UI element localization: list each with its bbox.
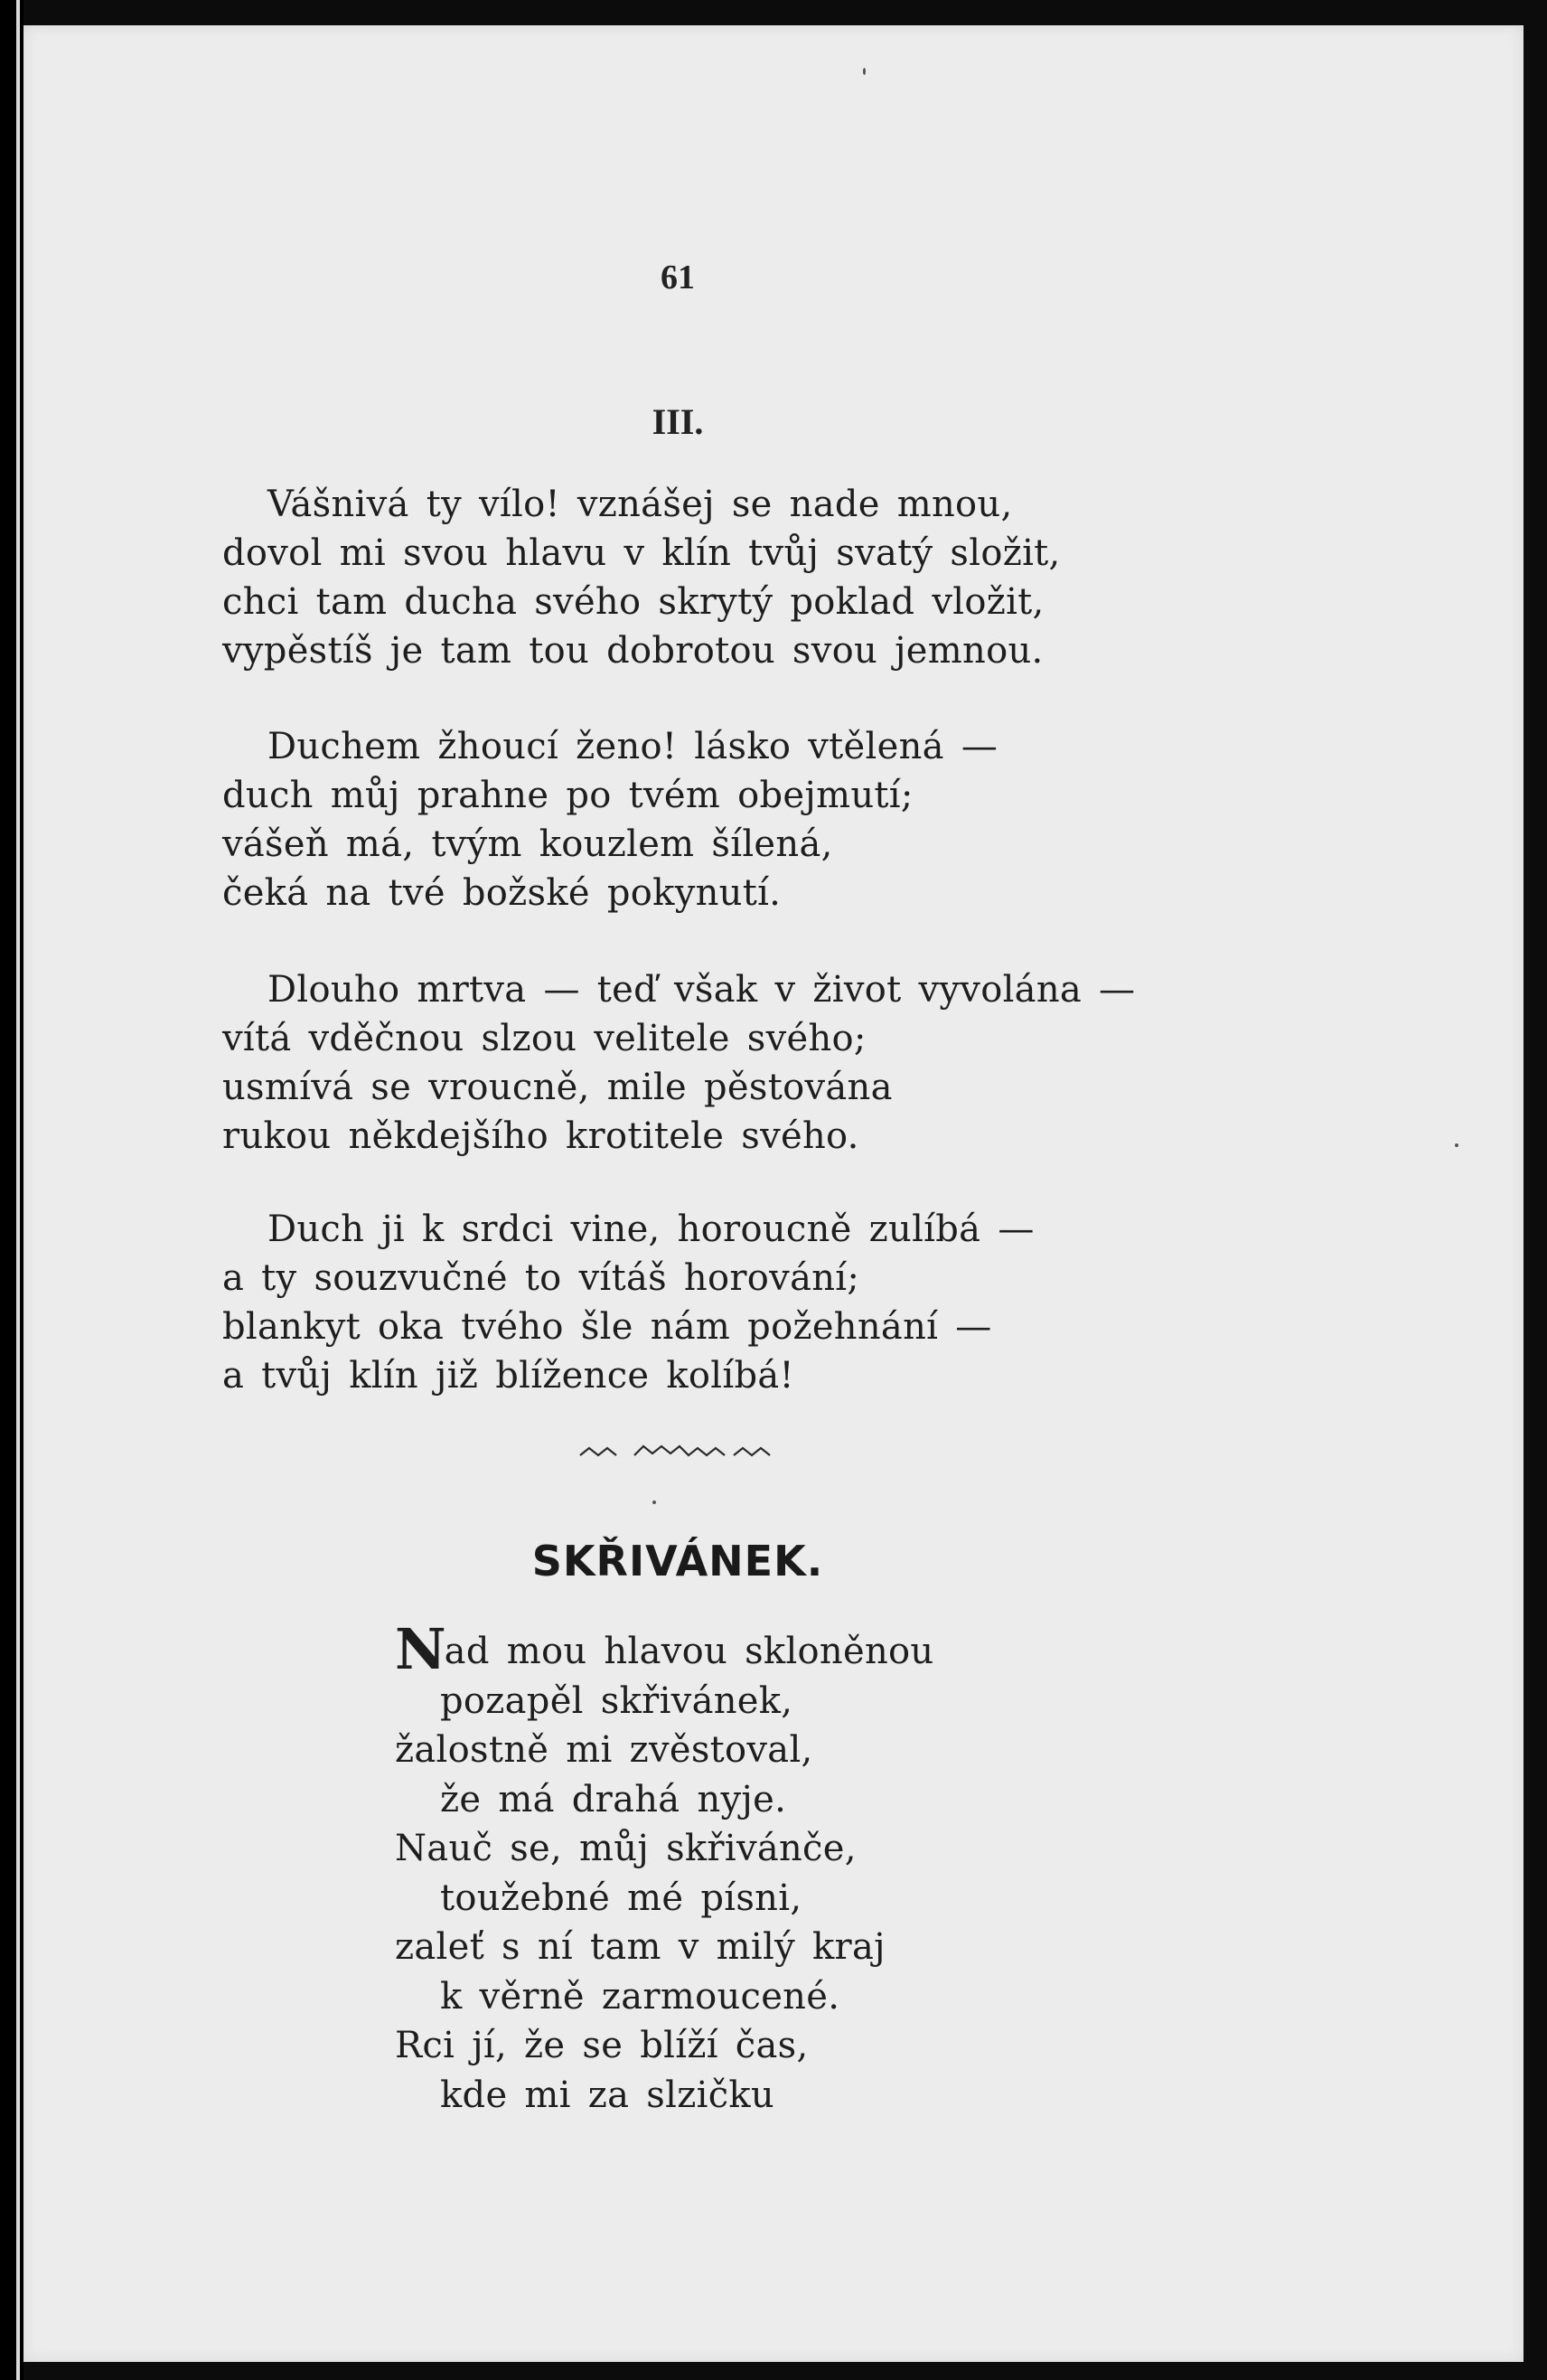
- verse-line: že má drahá nyje.: [440, 1778, 787, 1820]
- verse-line: blankyt oka tvého šle nám požehnání —: [222, 1306, 992, 1348]
- ornament-divider: [578, 1435, 777, 1463]
- verse-line: zaleť s ní tam v milý kraj: [395, 1926, 886, 1968]
- page-left-edge: [0, 0, 23, 2380]
- verse-line: k věrně zarmoucené.: [440, 1975, 840, 2018]
- verse-line: Duchem žhoucí ženo! lásko vtělená —: [267, 726, 999, 767]
- poem-skrivanek: [395, 1616, 1118, 2120]
- verse-line: rukou někdejšího krotitele svého.: [222, 1115, 859, 1157]
- verse-line: čeká na tvé božské pokynutí.: [222, 872, 782, 914]
- verse-line-first-text: ad mou hlavou skloněnou: [444, 1631, 934, 1672]
- stanza-2: [222, 722, 1270, 917]
- verse-line: a tvůj klín již blížence kolíbá!: [222, 1355, 794, 1397]
- verse-line: pozapěl skřivánek,: [440, 1679, 793, 1722]
- scan-speck: [652, 1500, 656, 1504]
- scan-speck: [863, 68, 866, 75]
- verse-line-first: [395, 1616, 1118, 1682]
- verse-line: Nauč se, můj skřivánče,: [395, 1828, 857, 1869]
- verse-line: vítá vděčnou slzou velitele svého;: [222, 1018, 867, 1059]
- verse-line: vášeň má, tvým kouzlem šílená,: [222, 823, 833, 865]
- stanza-3: [222, 965, 1270, 1161]
- verse-line: kde mi za slzičku: [440, 2074, 774, 2116]
- scan-speck: [1455, 1143, 1458, 1147]
- verse-line: Dlouho mrtva — teď však v život vyvolána —: [267, 969, 1136, 1011]
- section-number: III.: [652, 401, 704, 442]
- verse-line: toužebné mé písni,: [440, 1877, 802, 1919]
- stanza-4: [222, 1205, 1270, 1400]
- verse-line: Rci jí, že se blíží čas,: [395, 2025, 809, 2066]
- verse-line: vypěstíš je tam tou dobrotou svou jemnou.: [222, 630, 1044, 672]
- poem-title: SKŘIVÁNEK.: [531, 1537, 824, 1585]
- verse-line: a ty souzvučné to vítáš horování;: [222, 1257, 860, 1299]
- verse-line: Vášnivá ty vílo! vznášej se nade mnou,: [267, 484, 1013, 525]
- page-number: 61: [661, 259, 695, 296]
- stanza-1: [222, 480, 1270, 675]
- verse-line: chci tam ducha svého skrytý poklad vložit,: [222, 581, 1045, 623]
- verse-line: dovol mi svou hlavu v klín tvůj svatý složit,: [222, 532, 1061, 574]
- drop-cap: N: [395, 1616, 445, 1682]
- verse-line: Duch ji k srdci vine, horoucně zulíbá —: [267, 1209, 1035, 1250]
- verse-line: usmívá se vroucně, mile pěstována: [222, 1067, 893, 1108]
- verse-line: žalostně mi zvěstoval,: [395, 1729, 813, 1771]
- verse-line: duch můj prahne po tvém obejmutí;: [222, 775, 914, 816]
